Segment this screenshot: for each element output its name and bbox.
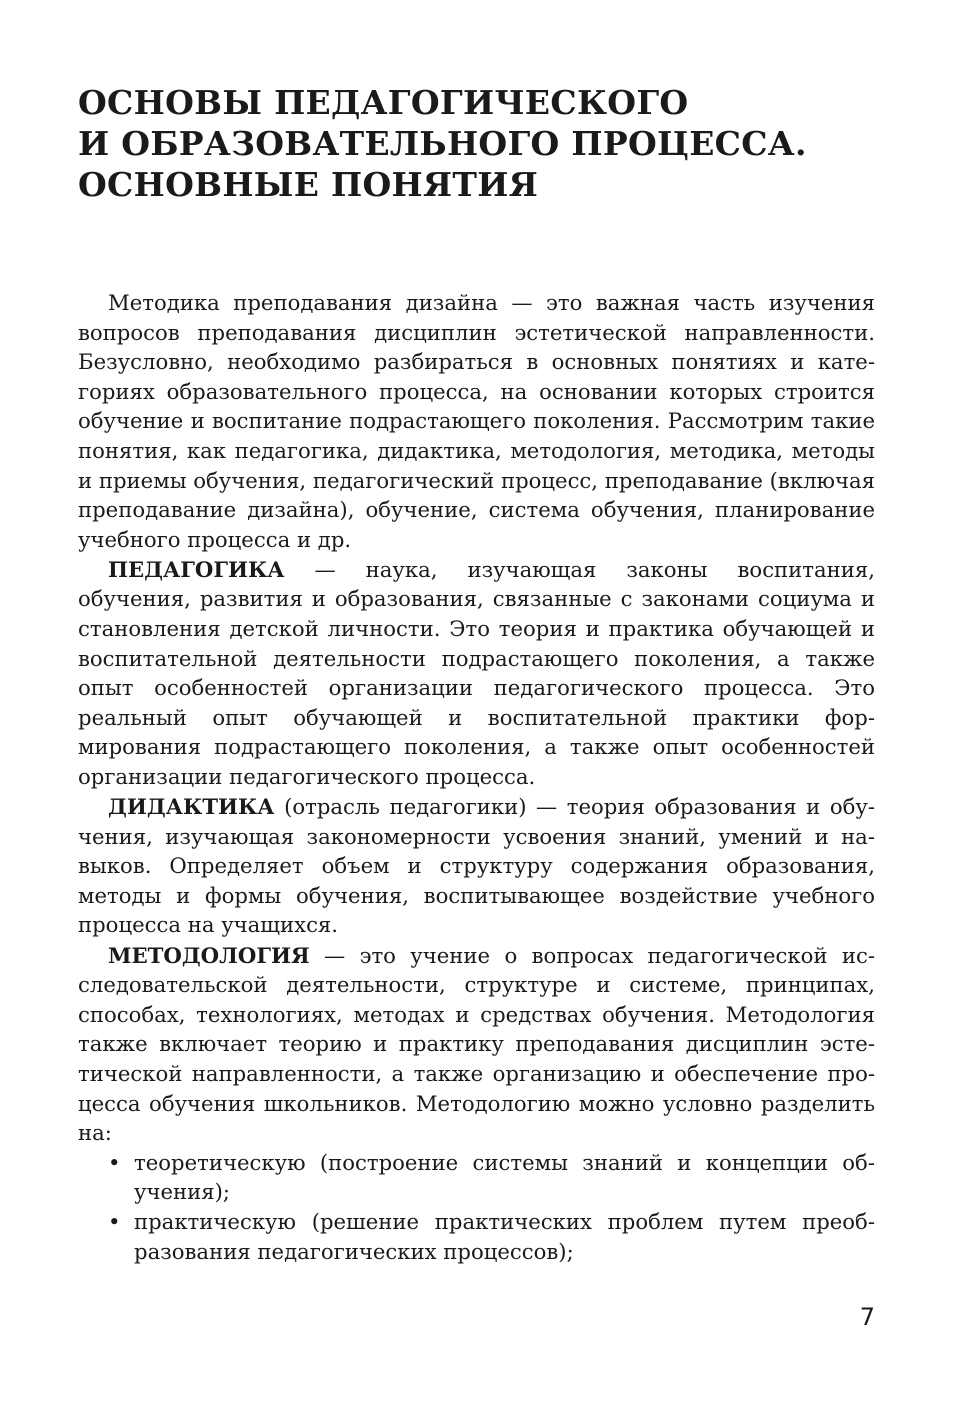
didactics-paragraph	[78, 792, 875, 940]
list-item	[78, 1148, 875, 1207]
list-item-text: теоретическую (построение системы знаний и концепции обучения);	[134, 1149, 875, 1205]
didactics-definition: (отрасль педагогики) — теория образования и обучения, изучающая закономерности усвоения знаний, умений и навыков. Определяет объем и структуру содержания образования, методы и формы обучения, воспитывающее воздействие учебного процесса на учащихся.	[78, 794, 875, 938]
methodology-paragraph	[78, 941, 875, 1148]
bullet-icon: •	[108, 1208, 121, 1234]
didactics-term: ДИДАКТИКА	[108, 794, 275, 820]
pedagogy-term: ПЕДАГОГИКА	[108, 556, 285, 582]
pedagogy-definition: — наука, изучающая законы воспитания, обучения, развития и образования, связанные с законами социума и становления детской личности. Это теория и практика обучающей и воспитательной деятельности подрастающего поколения, а также опыт особенностей организации педагогического процесса. Это реальный опыт обучающей и воспитательной практики формирования подрастающего поколения, а также опыт особенностей организации педагогического процесса.	[78, 556, 875, 789]
chapter-title	[78, 82, 875, 205]
body-text	[78, 288, 875, 1266]
list-item	[78, 1207, 875, 1266]
pedagogy-paragraph	[78, 555, 875, 792]
bullet-icon: •	[108, 1149, 121, 1175]
chapter-title-line-3: ОСНОВНЫЕ ПОНЯТИЯ	[78, 165, 539, 204]
page-number: 7	[859, 1303, 875, 1331]
chapter-title-line-1: ОСНОВЫ ПЕДАГОГИЧЕСКОГО	[78, 83, 689, 122]
list-item-text: практическую (решение практических проблем путем преобразования педагогических процессов);	[134, 1208, 875, 1264]
methodology-definition: — это учение о вопросах педагогической исследовательской деятельности, структуре и системе, принципах, способах, технологиях, методах и средствах обучения. Методология также включает теорию и практику преподавания дисциплин эстетической направленности, а также организацию и обеспечение процесса обучения школьников. Методологию можно условно разделить на:	[78, 942, 875, 1146]
chapter-title-line-2: И ОБРАЗОВАТЕЛЬНОГО ПРОЦЕССА.	[78, 124, 807, 163]
methodology-bullet-list	[78, 1148, 875, 1266]
intro-paragraph: Методика преподавания дизайна — это важная часть изучения вопросов преподавания дисциплин эстетической направленности. Безусловно, необходимо разбираться в основных понятиях и категориях образовательного процесса, на основании которых строится обучение и воспитание подрастающего поколения. Рассмотрим такие понятия, как педагогика, дидактика, методология, методика, методы и приемы обучения, педагогический процесс, преподавание (включая преподавание дизайна), обучение, система обучения, планирование учебного процесса и др.	[78, 290, 875, 552]
methodology-term: МЕТОДОЛОГИЯ	[108, 942, 310, 968]
